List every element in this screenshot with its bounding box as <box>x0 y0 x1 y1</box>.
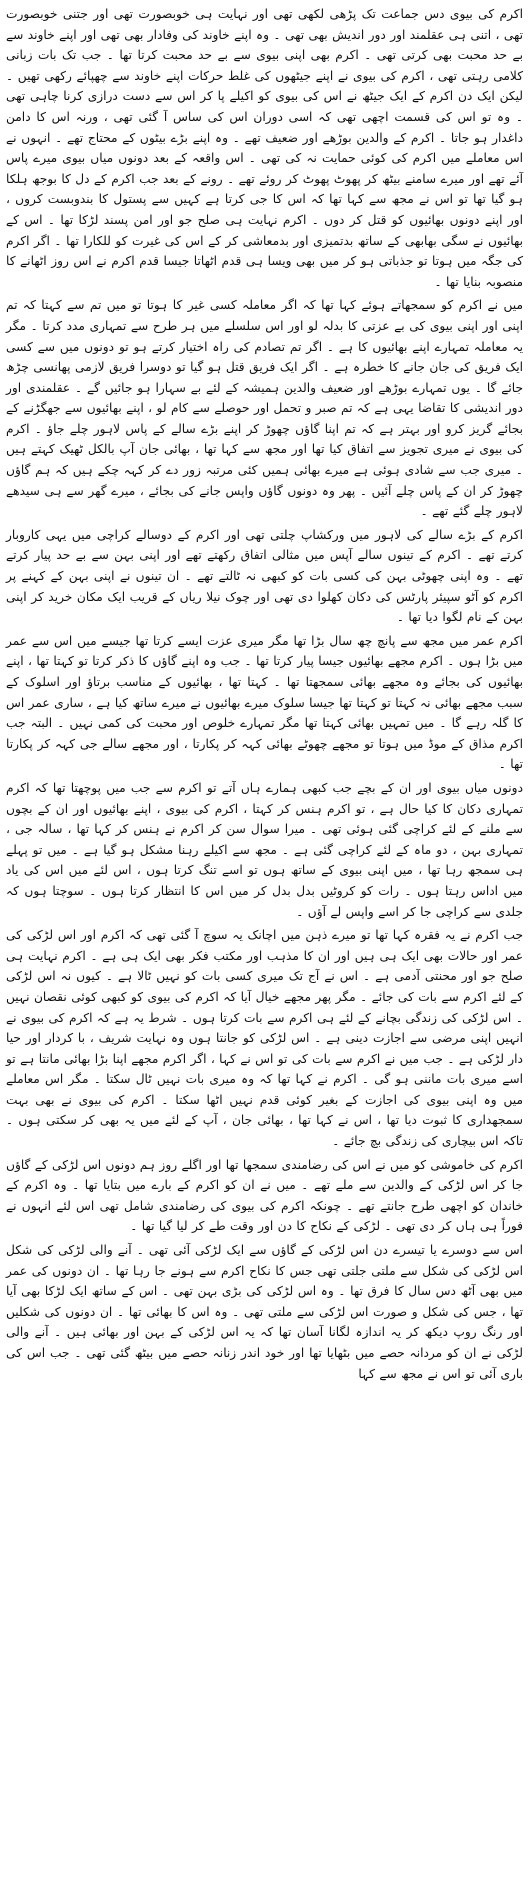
paragraph-6: جب اکرم نے یہ فقرہ کہا تھا تو میرے ذہن میں اچانک یہ سوچ آ گئی تھی کہ اکرم اور اس لڑکی کی عمر اور حالات بھی ایک ہی ہیں اور ان کا مذہب اور مکتب فکر بھی ایک ہی ہے ۔ اکرم نہایت ہی صلح جو اور محنتی آدمی ہے ۔ اس نے آج تک میری کسی بات کو نہیں ٹالا ہے ۔ کیوں نہ اس لڑکی کے لئے اکرم سے بات کی جائے ۔ مگر پھر مجھے خیال آیا کہ اکرم کی بیوی کو کبھی کوئی نقصان نہیں ۔ اس لڑکی کی زندگی بچانے کے لئے ہی اکرم سے بات کرتا ہوں ۔ شرط یہ ہے کہ اکرم کی بیوی نے انہیں اپنی مرضی سے اجازت دینی ہے ۔ اس لڑکی کو جانتا ہوں وہ نہایت شریف ، با کردار اور حیا دار لڑکی ہے ۔ جب میں نے اکرم سے بات کی تو اس نے کہا ، اگر اکرم مجھے اپنا بڑا بھائی مانتا ہے تو اسے میری بات ماننی ہو گی ۔ اکرم نے کہا تھا کہ وہ میری بات نہیں ٹال سکتا ۔ مگر اس معاملے میں وہ اپنی بیوی کی اجازت کے بغیر کوئی قدم نہیں اٹھا سکتا ۔ اکرم کی بیوی نے بھی بہت سمجھداری کا ثبوت دیا تھا ، اس نے کہا تھا ، بھائی جان ، آپ کے لئے میں یہ بھی کر سکتی ہوں ۔ تاکہ اس بیچاری کی زندگی بچ جائے ۔ <box>6 928 523 1149</box>
paragraph-1: اکرم کی بیوی دس جماعت تک پڑھی لکھی تھی اور نہایت ہی خوبصورت تھی اور جتنی خوبصورت تھی ، اتنی ہی عقلمند اور دور اندیش بھی تھی ۔ وہ اپنے خاوند کی وفادار بھی تھی اور اپنے خاوند سے بے حد محبت بھی کرتی تھی ۔ اکرم بھی اپنی بیوی سے بے حد محبت کرتا تھا ۔ جب تک بات زبانی کلامی رہتی تھی ، اکرم کی بیوی نے اپنے جیٹھوں کی غلط حرکات اپنے خاوند سے چھپائے رکھی تھیں ۔ لیکن ایک دن اکرم کے ایک جیٹھ نے اس کی بیوی کو اکیلے پا کر اس سے دست درازی کرنا چاہی تھی ۔ وہ تو اس کی قسمت اچھی تھی کہ اسی دوران اس کی ساس آ گئی تھی ، ورنہ اس کا دامن داغدار ہو جاتا ۔ اکرم کے والدین بوڑھے اور ضعیف تھے ۔ وہ اپنے بڑے بیٹوں کے محتاج تھے ۔ انہوں نے اس معاملے میں اکرم کی کوئی حمایت نہ کی تھی ۔ اس واقعہ کے بعد دونوں میاں بیوی میرے پاس آئے تھے اور میرے سامنے بیٹھ کر پھوٹ پھوٹ کر روئے تھے ۔ رونے کے بعد جب اکرم کے دل کا بوجھ ہلکا ہو گیا تھا تو اس نے مجھ سے کہا تھا کہ اس کا جی کرتا ہے کہیں سے پستول کا بندوبست کروں ، اور اپنے دونوں بھائیوں کو قتل کر دوں ۔ اکرم نہایت ہی صلح جو اور امن پسند لڑکا تھا ۔ اس کے بھائیوں نے سگی بھابھی کے ساتھ بدتمیزی اور بدمعاشی کر کے اس کی غیرت کو للکارا تھا ۔ اگر اکرم کی جگہ میں ہوتا تو جذباتی ہو کر میں بھی ویسا ہی قدم اٹھاتا جیسا قدم اکرم نے اس روز اٹھانے کا منصوبہ بنایا تھا ۔ <box>6 7 523 289</box>
paragraph-5: دونوں میاں بیوی اور ان کے بچے جب کبھی ہمارے ہاں آتے تو اکرم سے جب میں پوچھتا تھا کہ اکرم تمہاری دکان کا کیا حال ہے ، تو اکرم ہنس کر کہتا ، اکرم کی بیوی ، اپنے بھائیوں اور ان کے بچوں سے ملنے کے لئے کراچی گئی ہوئی تھی ۔ میرا سوال سن کر اکرم نے ہنس کر کہا تھا ، سالہ جی ، تمہاری بہن ، دو ماہ کے لئے کراچی گئی ہے ۔ مجھ سے اکیلے رہنا مشکل ہو گیا ہے ۔ میں تو پہلے ہی سمجھ رہا تھا ، میں اپنی بیوی کے ساتھ ہوں تو اسے تنگ کرتا ہوں ، اس لئے میں اس کی یاد میں اداس رہتا ہوں ۔ رات کو کروٹیں بدل بدل کر میں اس کا انتظار کرتا ہوں ۔ سوچتا ہوں کہ جلدی سے کراچی جا کر اسے واپس لے آؤں ۔ <box>6 780 523 919</box>
paragraph-3: اکرم کے بڑے سالے کی لاہور میں ورکشاپ چلتی تھی اور اکرم کے دوسالے کراچی میں یہی کاروبار کرتے تھے ۔ اکرم کے تینوں سالے آپس میں مثالی اتفاق رکھتے تھے اور اپنی بہن سے بے حد پیار کرتے تھے ۔ وہ اپنی چھوٹی بہن کی کسی بات کو کبھی نہ ٹالتے تھے ۔ ان تینوں نے اپنی بہن کے کہنے پر اکرم کو آٹو سپیئر پارٹس کی دکان کھلوا دی تھی اور چوک نیلا ریاں کے قریب ایک مکان خرید کر اپنی بہن کے نام لگوا دیا تھا ۔ <box>6 527 523 625</box>
paragraph-4: اکرم عمر میں مجھ سے پانچ چھ سال بڑا تھا مگر میری عزت ایسے کرتا تھا جیسے میں اس سے عمر میں بڑا ہوں ۔ اکرم مجھے بھائیوں جیسا پیار کرتا تھا ۔ جب وہ اپنے گاؤں کا ذکر کرتا تو کہتا تھا ، اپنے بھائیوں کی بجائے وہ مجھے بھائی سمجھتا تھا ۔ کہتا تھا ، بھائیوں کے مناسب برتاؤ اور اسلوک کے سبب مجھے بھائی نہ کہتا تو کہتا تھا جیسا سلوک میرے بھائیوں نے میرے ساتھ کیا ہے ، ساری عمر اس کا گلہ رہے گا ۔ میں تمہیں بھائی کہتا تھا مگر تمہارے خلوص اور محبت کی کمی نہیں ۔ البتہ جب اکرم مذاق کے موڈ میں ہوتا تو مجھے چھوٹے بھائی کہہ کر پکارتا ، اور مجھے سالے جی کہہ کر پکارتا تھا ۔ <box>6 633 523 772</box>
paragraph-7: اکرم کی خاموشی کو میں نے اس کی رضامندی سمجھا تھا اور اگلے روز ہم دونوں اس لڑکی کے گاؤں جا کر اس لڑکی کے والدین سے ملے تھے ۔ میں نے ان کو اکرم کے بارے میں بتایا تھا ۔ وہ اکرم کے خاندان کو اچھی طرح جانتے تھے ۔ چونکہ اکرم کی بیوی کی رضامندی شامل تھی اس لئے انہوں نے فوراً ہی ہاں کر دی تھی ۔ لڑکی کے نکاح کا دن اور وقت طے کر لیا گیا تھا ۔ <box>6 1157 523 1234</box>
paragraph-8: اس سے دوسرے یا تیسرے دن اس لڑکی کے گاؤں سے ایک لڑکی آئی تھی ۔ آنے والی لڑکی کی شکل اس لڑکی کی شکل سے ملتی جلتی تھی جس کا نکاح اکرم سے ہونے جا رہا تھا ۔ ان دونوں کی عمر میں بھی آٹھ دس سال کا فرق تھا ۔ وہ اس لڑکی کی بڑی بہن تھی ۔ اس کے ساتھ ایک لڑکا بھی آیا تھا ، جس کی شکل و صورت اس لڑکی سے ملتی تھی ۔ وہ اس کا بھائی تھا ۔ ان دونوں کی شکلیں اور رنگ روپ دیکھ کر یہ اندازہ لگانا آسان تھا کہ یہ اس لڑکی کے بہن اور بھائی ہیں ۔ آنے والی لڑکی نے ان کو مردانہ حصے میں بٹھایا تھا اور خود اندر زنانہ حصے میں بیٹھ گئی تھی ۔ جب اس کی باری آئی تو اس نے مجھ سے کہا <box>6 1243 523 1381</box>
paragraph-2: میں نے اکرم کو سمجھاتے ہوئے کہا تھا کہ اگر معاملہ کسی غیر کا ہوتا تو میں تم سے کہتا کہ تم اپنی اور اپنی بیوی کی بے عزتی کا بدلہ لو اور اس سلسلے میں ہر طرح سے تمہاری مدد کرتا ۔ مگر یہ معاملہ تمہارے اپنے بھائیوں کا ہے ۔ اگر تم تصادم کی راہ اختیار کرتے ہو تو دونوں میں سے کسی ایک فریق کی جان جانے کا خطرہ ہے ۔ اگر ایک فریق قتل ہو گیا تو دوسرا فریق لازمی پھانسی چڑھ جائے گا ۔ یوں تمہارے بوڑھے اور ضعیف والدین ہمیشہ کے لئے بے سہارا ہو جائیں گے ۔ عقلمندی اور دور اندیشی کا تقاضا یہی ہے کہ تم صبر و تحمل اور حوصلے سے کام لو ، اپنے بھائیوں سے جھگڑنے کے بجائے گریز کرو اور بہتر ہے کہ تم اپنا گاؤں چھوڑ کر اپنے بڑے سالے کے پاس لاہور چلے جاؤ ۔ اکرم کی بیوی نے میری تجویز سے اتفاق کیا تھا اور مجھ سے کہا تھا ، بھائی جان آپ بالکل ٹھیک کہتے ہیں ۔ میری جب سے شادی ہوئی ہے میرے بھائی ہمیں کئی مرتبہ زور دے کر کہہ چکے ہیں کہ ہم گاؤں چھوڑ کر ان کے پاس چلے آئیں ۔ پھر وہ دونوں گاؤں واپس جانے کی بجائے ، میرے گھر سے ہی سیدھے لاہور چلے گئے تھے ۔ <box>6 298 523 519</box>
